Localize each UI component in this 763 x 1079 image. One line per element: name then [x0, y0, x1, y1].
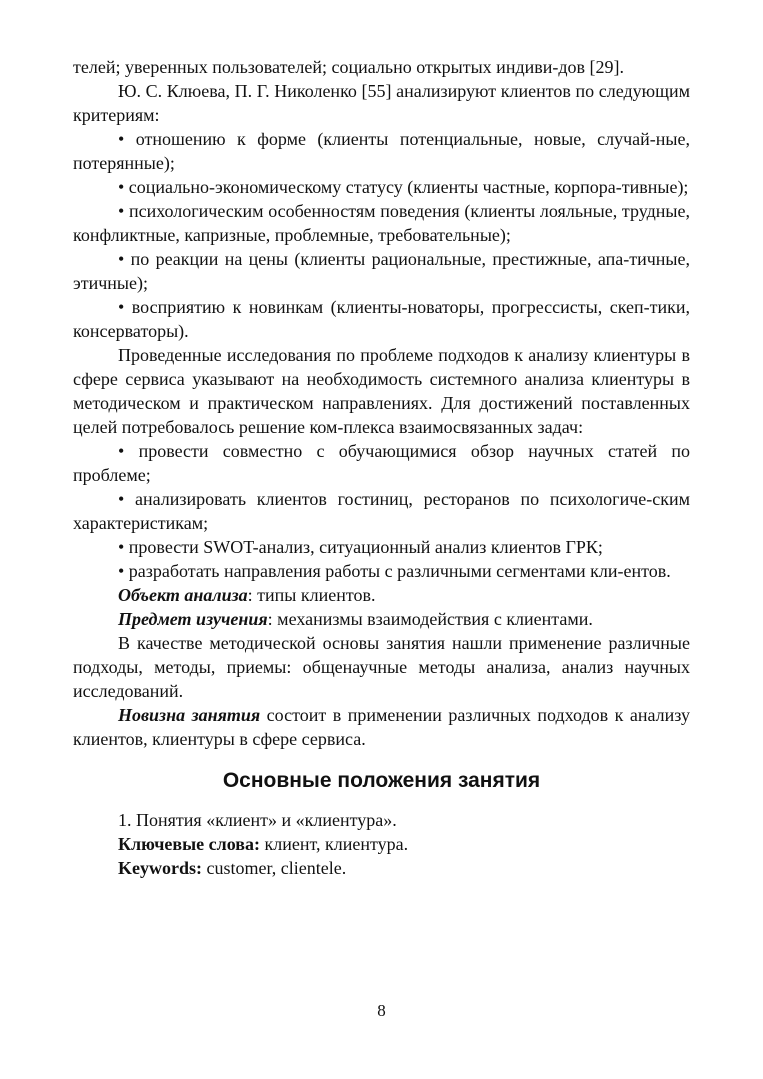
section-title: Основные положения занятия — [222, 769, 541, 792]
page-number: 8 — [377, 1001, 386, 1020]
paragraph-continuation: телей; уверенных пользователей; социально открытых индиви-дов [29]. — [73, 57, 625, 77]
bullet-status: • социально-экономическому статусу (клиенты частные, корпора-тивные); — [118, 177, 689, 197]
bullet-prices: • по реакции на цены (клиенты рациональные, престижные, апа-тичные, этичные); — [73, 249, 690, 293]
section-item-1: 1. Понятия «клиент» и «клиентура». — [118, 810, 397, 830]
keywords-en-text: customer, clientele. — [202, 858, 347, 878]
keywords-ru-label: Ключевые слова: — [118, 834, 260, 854]
object-of-analysis — [73, 583, 690, 607]
novelty-label: Новизна занятия — [118, 705, 261, 725]
paragraph-criteria-intro: Ю. С. Клюева, П. Г. Николенко [55] анализируют клиентов по следующим критериям: — [73, 81, 690, 125]
task-analyze: • анализировать клиентов гостиниц, ресторанов по психологиче-ским характеристикам; — [73, 489, 690, 533]
bullet-psychology: • психологическим особенностям поведения (клиенты лояльные, трудные, конфликтные, капризные, проблемные, требовательные); — [73, 201, 690, 245]
paragraph-research: Проведенные исследования по проблеме подходов к анализу клиентуры в сфере сервиса указывают на необходимость системного анализа клиентуры в методическом и практическом направлениях. Для достижений поставленных целей потребовалось решение ком-плекса взаимосвязанных задач: — [73, 345, 690, 437]
object-text: : типы клиентов. — [247, 585, 376, 605]
keywords-en — [73, 856, 690, 880]
subject-of-study — [73, 607, 690, 631]
novelty-text: состоит в применении различных подходов к анализу клиентов, клиентуры в сфере сервиса. — [73, 705, 690, 749]
bullet-form: • отношению к форме (клиенты потенциальные, новые, случай-ные, потерянные); — [73, 129, 690, 173]
subject-text: : механизмы взаимодействия с клиентами. — [267, 609, 593, 629]
novelty — [73, 703, 690, 751]
keywords-ru — [73, 832, 690, 856]
subject-label: Предмет изучения — [118, 609, 268, 629]
keywords-ru-text: клиент, клиентура. — [259, 834, 409, 854]
object-label: Объект анализа — [118, 585, 248, 605]
task-review: • провести совместно с обучающимися обзор научных статей по проблеме; — [73, 441, 690, 485]
task-segments: • разработать направления работы с различными сегментами кли-ентов. — [118, 561, 671, 581]
paragraph-methods: В качестве методической основы занятия нашли применение различные подходы, методы, приемы: общенаучные методы анализа, анализ научных исследований. — [73, 633, 690, 701]
bullet-novelty: • восприятию к новинкам (клиенты-новаторы, прогрессисты, скеп-тики, консерваторы). — [73, 297, 690, 341]
keywords-en-label: Keywords: — [118, 858, 202, 878]
task-swot: • провести SWOT-анализ, ситуационный анализ клиентов ГРК; — [118, 537, 603, 557]
